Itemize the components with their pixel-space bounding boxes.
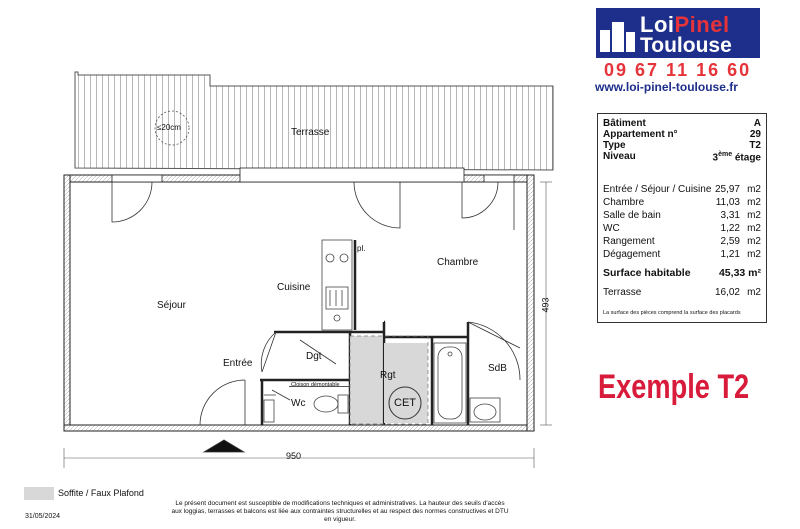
- batiment-value: A: [753, 118, 761, 129]
- room-row-unit: m2: [747, 223, 761, 234]
- room-row-name: Chambre: [603, 197, 645, 208]
- label-hauteur: ≤20cm: [157, 123, 181, 132]
- room-row-name: Rangement: [603, 236, 655, 247]
- terrasse-value: 16,02: [714, 287, 740, 298]
- type-value: T2: [749, 140, 761, 151]
- brand-name-line1: LoiPinel: [640, 12, 730, 37]
- label-cloison: Cloison démontable: [291, 382, 340, 388]
- room-row-name: WC: [603, 223, 620, 234]
- terrace-doors: [112, 182, 514, 230]
- dim-width: 950: [286, 451, 302, 461]
- building-icon: [598, 14, 638, 54]
- surface-value: 45,33 m²: [718, 267, 761, 279]
- kitchen-unit: [322, 240, 352, 330]
- website-link[interactable]: www.loi-pinel-toulouse.fr: [595, 80, 738, 94]
- disclaimer-text: Le présent document est susceptible de modifications techniques et administratives. La hauteur des seuils d'accès aux loggias, terrasses et balcons est liée aux contraintes structurelles et au respect des normes constructives et DTU en vigueur.: [171, 500, 509, 523]
- batiment-label: Bâtiment: [603, 118, 646, 129]
- room-row-unit: m2: [747, 249, 761, 260]
- label-chambre: Chambre: [437, 257, 479, 268]
- dim-height: 493: [540, 297, 551, 313]
- type-label: Type: [603, 140, 626, 151]
- room-row-value: 11,03: [715, 197, 740, 208]
- room-row-value: 1,21: [720, 249, 740, 260]
- label-rgt: Rgt: [380, 370, 396, 381]
- room-row-unit: m2: [747, 197, 761, 208]
- room-row-name: Entrée / Séjour / Cuisine: [603, 184, 712, 195]
- room-row-value: 1,22: [720, 223, 740, 234]
- niveau-label: Niveau: [603, 151, 636, 162]
- label-placard: pl.: [357, 244, 366, 253]
- room-row-unit: m2: [747, 236, 761, 247]
- surface-note: La surface des pièces comprend la surface des placards: [603, 310, 741, 316]
- phone-number[interactable]: 09 67 11 16 60: [604, 60, 752, 80]
- label-dgt: Dgt: [306, 351, 322, 362]
- room-row-value: 25,97: [714, 184, 740, 195]
- label-sdb: SdB: [488, 363, 507, 374]
- wc-fixture: [314, 395, 348, 413]
- appartement-value: 29: [749, 129, 761, 140]
- outer-walls: [64, 168, 534, 431]
- surface-label: Surface habitable: [603, 267, 691, 279]
- terrasse-area: [75, 72, 553, 170]
- info-box: [597, 113, 767, 323]
- label-entree: Entrée: [223, 358, 253, 369]
- appartement-label: Appartement n°: [603, 129, 678, 140]
- room-row-value: 3,31: [720, 210, 740, 221]
- legend-text: Soffite / Faux Plafond: [58, 488, 144, 498]
- rgt-soffite: [350, 336, 382, 424]
- document-date: 31/05/2024: [25, 513, 61, 520]
- label-sejour: Séjour: [157, 300, 186, 311]
- label-cet: CET: [394, 397, 416, 409]
- entrance-door[interactable]: [200, 380, 245, 452]
- room-row-value: 2,59: [720, 236, 740, 247]
- terrasse-unit: m2: [747, 287, 761, 298]
- room-row-unit: m2: [747, 184, 761, 195]
- label-wc: Wc: [291, 398, 306, 409]
- terrasse-label: Terrasse: [603, 287, 642, 298]
- room-row-name: Salle de bain: [603, 210, 661, 221]
- room-row-name: Dégagement: [603, 249, 661, 260]
- example-title: Exemple T2: [598, 368, 750, 406]
- legend-swatch: [24, 487, 54, 500]
- label-cuisine: Cuisine: [277, 282, 311, 293]
- brand-name-line2: Toulouse: [640, 34, 732, 57]
- label-terrasse: Terrasse: [291, 127, 330, 138]
- niveau-value: 3ème étage: [712, 151, 761, 164]
- room-row-unit: m2: [747, 210, 761, 221]
